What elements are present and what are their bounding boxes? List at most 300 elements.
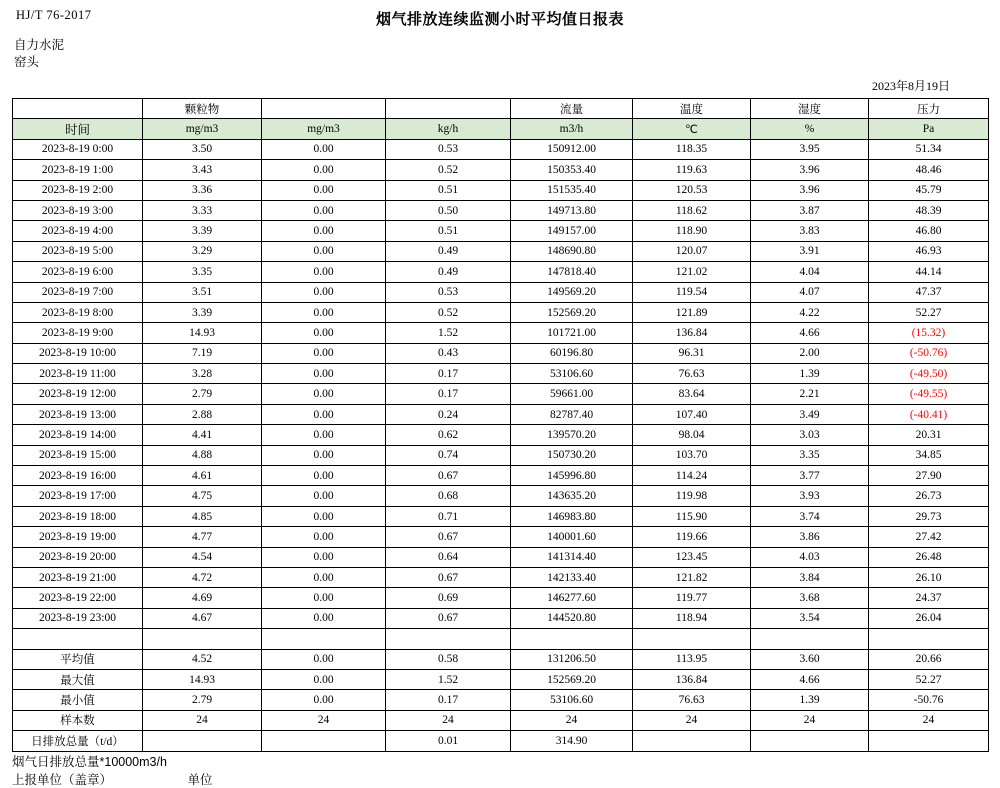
blank-cell <box>633 629 751 649</box>
org-block <box>14 37 988 71</box>
row-value-cell: 0.24 <box>386 404 511 424</box>
summary-value-cell: 0.58 <box>386 649 511 669</box>
row-value-cell: 4.03 <box>751 547 869 567</box>
standard-code: HJ/T 76-2017 <box>16 8 92 22</box>
summary-value-cell: 0.17 <box>386 690 511 710</box>
row-value-cell: 0.00 <box>262 466 386 486</box>
row-value-cell: 136.84 <box>633 323 751 343</box>
footer-block <box>12 754 988 788</box>
row-time-cell: 2023-8-19 5:00 <box>13 241 143 261</box>
row-value-cell: 0.52 <box>386 160 511 180</box>
table-summary-row <box>13 690 989 710</box>
footer-signature-row <box>12 772 988 788</box>
summary-row-label: 平均值 <box>13 649 143 669</box>
row-value-cell: 107.40 <box>633 404 751 424</box>
row-value-cell: 118.94 <box>633 608 751 628</box>
table-row <box>13 160 989 180</box>
row-value-cell: 0.74 <box>386 445 511 465</box>
summary-value-cell <box>262 731 386 751</box>
row-value-cell: 3.50 <box>143 139 262 159</box>
table-row <box>13 527 989 547</box>
row-value-cell: 60196.80 <box>511 343 633 363</box>
row-time-cell: 2023-8-19 16:00 <box>13 466 143 486</box>
row-value-cell: 0.00 <box>262 567 386 587</box>
table-row <box>13 404 989 424</box>
row-value-cell: 3.03 <box>751 425 869 445</box>
row-value-cell: 29.73 <box>869 506 989 526</box>
row-value-cell: 121.89 <box>633 302 751 322</box>
group-header-cell-2 <box>262 99 386 119</box>
row-value-cell: 151535.40 <box>511 180 633 200</box>
table-unit-header-row <box>13 119 989 139</box>
time-column-header: 时间 <box>13 119 143 139</box>
row-value-cell: 46.80 <box>869 221 989 241</box>
row-value-cell: 0.00 <box>262 160 386 180</box>
row-value-cell: 98.04 <box>633 425 751 445</box>
row-value-cell: 0.00 <box>262 527 386 547</box>
row-value-cell: 118.90 <box>633 221 751 241</box>
org-name: 自力水泥 <box>14 38 65 52</box>
row-value-cell: 27.42 <box>869 527 989 547</box>
row-value-cell: 46.93 <box>869 241 989 261</box>
row-value-cell: 0.49 <box>386 241 511 261</box>
row-value-cell: 0.51 <box>386 180 511 200</box>
row-value-cell: 0.00 <box>262 241 386 261</box>
row-time-cell: 2023-8-19 20:00 <box>13 547 143 567</box>
row-value-cell: 1.52 <box>386 323 511 343</box>
row-value-cell: (-49.50) <box>869 364 989 384</box>
row-value-cell: 121.02 <box>633 262 751 282</box>
row-value-cell: 149713.80 <box>511 200 633 220</box>
row-value-cell: 59661.00 <box>511 384 633 404</box>
row-value-cell: 0.50 <box>386 200 511 220</box>
row-value-cell: 150730.20 <box>511 445 633 465</box>
table-row <box>13 139 989 159</box>
row-time-cell: 2023-8-19 4:00 <box>13 221 143 241</box>
row-value-cell: 118.35 <box>633 139 751 159</box>
table-row <box>13 588 989 608</box>
row-value-cell: 4.07 <box>751 282 869 302</box>
row-value-cell: 3.49 <box>751 404 869 424</box>
table-row <box>13 200 989 220</box>
row-value-cell: (-50.76) <box>869 343 989 363</box>
report-unit-label: 上报单位（盖章） <box>12 772 113 787</box>
row-value-cell: 0.00 <box>262 262 386 282</box>
row-value-cell: 0.67 <box>386 567 511 587</box>
summary-value-cell: 24 <box>633 710 751 730</box>
row-value-cell: 51.34 <box>869 139 989 159</box>
row-value-cell: 115.90 <box>633 506 751 526</box>
summary-value-cell: 3.60 <box>751 649 869 669</box>
row-value-cell: 0.00 <box>262 180 386 200</box>
row-time-cell: 2023-8-19 14:00 <box>13 425 143 445</box>
row-value-cell: 0.67 <box>386 527 511 547</box>
summary-value-cell: 0.00 <box>262 669 386 689</box>
row-value-cell: 139570.20 <box>511 425 633 445</box>
row-value-cell: 0.00 <box>262 282 386 302</box>
row-value-cell: 0.43 <box>386 343 511 363</box>
row-time-cell: 2023-8-19 7:00 <box>13 282 143 302</box>
row-value-cell: 4.04 <box>751 262 869 282</box>
summary-value-cell: 24 <box>143 710 262 730</box>
row-value-cell: 4.77 <box>143 527 262 547</box>
row-value-cell: 3.96 <box>751 160 869 180</box>
row-value-cell: 4.88 <box>143 445 262 465</box>
row-time-cell: 2023-8-19 19:00 <box>13 527 143 547</box>
summary-value-cell: 1.39 <box>751 690 869 710</box>
table-row <box>13 384 989 404</box>
summary-value-cell: 4.52 <box>143 649 262 669</box>
row-value-cell: 0.17 <box>386 384 511 404</box>
group-header-cell-3 <box>386 99 511 119</box>
row-value-cell: 119.77 <box>633 588 751 608</box>
row-value-cell: 3.68 <box>751 588 869 608</box>
summary-value-cell: 0.00 <box>262 649 386 669</box>
row-time-cell: 2023-8-19 0:00 <box>13 139 143 159</box>
summary-value-cell <box>633 731 751 751</box>
table-row <box>13 608 989 628</box>
row-time-cell: 2023-8-19 2:00 <box>13 180 143 200</box>
group-header-cell-0 <box>13 99 143 119</box>
row-value-cell: 1.39 <box>751 364 869 384</box>
table-blank-row <box>13 629 989 649</box>
table-summary-row <box>13 710 989 730</box>
summary-value-cell: 0.00 <box>262 690 386 710</box>
unit-cell-6: % <box>751 119 869 139</box>
summary-value-cell: 152569.20 <box>511 669 633 689</box>
table-summary-row <box>13 731 989 751</box>
row-time-cell: 2023-8-19 1:00 <box>13 160 143 180</box>
row-value-cell: 0.51 <box>386 221 511 241</box>
row-value-cell: 53106.60 <box>511 364 633 384</box>
footer-note: 烟气日排放总量*10000m3/h <box>12 754 167 769</box>
summary-value-cell: 131206.50 <box>511 649 633 669</box>
unit-cell-2: mg/m3 <box>262 119 386 139</box>
summary-value-cell: 53106.60 <box>511 690 633 710</box>
unit-cell-3: kg/h <box>386 119 511 139</box>
row-value-cell: 0.00 <box>262 547 386 567</box>
row-time-cell: 2023-8-19 3:00 <box>13 200 143 220</box>
summary-row-label: 最大值 <box>13 669 143 689</box>
row-value-cell: 48.46 <box>869 160 989 180</box>
summary-value-cell: 52.27 <box>869 669 989 689</box>
summary-value-cell: 4.66 <box>751 669 869 689</box>
table-row <box>13 445 989 465</box>
table-row <box>13 506 989 526</box>
row-value-cell: 34.85 <box>869 445 989 465</box>
row-value-cell: 3.35 <box>143 262 262 282</box>
row-value-cell: 3.77 <box>751 466 869 486</box>
group-header-cell-1: 颗粒物 <box>143 99 262 119</box>
row-value-cell: 7.19 <box>143 343 262 363</box>
row-value-cell: 0.52 <box>386 302 511 322</box>
row-time-cell: 2023-8-19 18:00 <box>13 506 143 526</box>
row-value-cell: 4.41 <box>143 425 262 445</box>
row-value-cell: 2.88 <box>143 404 262 424</box>
row-value-cell: 26.48 <box>869 547 989 567</box>
row-value-cell: 0.00 <box>262 425 386 445</box>
row-value-cell: 152569.20 <box>511 302 633 322</box>
row-value-cell: 44.14 <box>869 262 989 282</box>
table-row <box>13 323 989 343</box>
row-value-cell: 142133.40 <box>511 567 633 587</box>
row-value-cell: 3.39 <box>143 221 262 241</box>
row-value-cell: 3.83 <box>751 221 869 241</box>
row-value-cell: 0.00 <box>262 404 386 424</box>
row-value-cell: 26.10 <box>869 567 989 587</box>
summary-value-cell <box>751 731 869 751</box>
row-value-cell: 0.00 <box>262 364 386 384</box>
row-value-cell: 144520.80 <box>511 608 633 628</box>
table-row <box>13 486 989 506</box>
row-value-cell: 76.63 <box>633 364 751 384</box>
row-value-cell: 146983.80 <box>511 506 633 526</box>
source-name: 窑头 <box>14 55 40 69</box>
row-value-cell: 2.79 <box>143 384 262 404</box>
row-value-cell: 4.54 <box>143 547 262 567</box>
report-date: 2023年8月19日 <box>871 79 950 93</box>
blank-cell <box>143 629 262 649</box>
row-value-cell: 0.68 <box>386 486 511 506</box>
unit-cell-4: m3/h <box>511 119 633 139</box>
row-value-cell: 149569.20 <box>511 282 633 302</box>
row-value-cell: 3.74 <box>751 506 869 526</box>
summary-value-cell: 113.95 <box>633 649 751 669</box>
row-value-cell: 0.00 <box>262 608 386 628</box>
summary-value-cell: 20.66 <box>869 649 989 669</box>
row-value-cell: 3.33 <box>143 200 262 220</box>
row-value-cell: 0.00 <box>262 302 386 322</box>
row-value-cell: 48.39 <box>869 200 989 220</box>
row-time-cell: 2023-8-19 10:00 <box>13 343 143 363</box>
table-row <box>13 466 989 486</box>
row-value-cell: 0.53 <box>386 282 511 302</box>
row-value-cell: 0.67 <box>386 608 511 628</box>
row-value-cell: 123.45 <box>633 547 751 567</box>
row-value-cell: 0.00 <box>262 506 386 526</box>
summary-value-cell: 136.84 <box>633 669 751 689</box>
row-value-cell: 120.53 <box>633 180 751 200</box>
row-value-cell: 4.75 <box>143 486 262 506</box>
row-value-cell: 4.61 <box>143 466 262 486</box>
unit-cell-1: mg/m3 <box>143 119 262 139</box>
row-value-cell: 114.24 <box>633 466 751 486</box>
row-value-cell: 150353.40 <box>511 160 633 180</box>
row-value-cell: 146277.60 <box>511 588 633 608</box>
row-value-cell: 3.51 <box>143 282 262 302</box>
table-row <box>13 221 989 241</box>
row-value-cell: 148690.80 <box>511 241 633 261</box>
row-value-cell: 3.54 <box>751 608 869 628</box>
table-row <box>13 343 989 363</box>
row-value-cell: 0.53 <box>386 139 511 159</box>
row-value-cell: 3.35 <box>751 445 869 465</box>
row-value-cell: 3.43 <box>143 160 262 180</box>
row-value-cell: 103.70 <box>633 445 751 465</box>
row-value-cell: 3.95 <box>751 139 869 159</box>
unit-label: 单位 <box>187 772 213 787</box>
table-row <box>13 364 989 384</box>
row-value-cell: 3.36 <box>143 180 262 200</box>
unit-cell-7: Pa <box>869 119 989 139</box>
table-row <box>13 262 989 282</box>
row-value-cell: 26.04 <box>869 608 989 628</box>
row-value-cell: 52.27 <box>869 302 989 322</box>
row-value-cell: 3.87 <box>751 200 869 220</box>
row-value-cell: (-49.55) <box>869 384 989 404</box>
summary-value-cell <box>869 731 989 751</box>
row-value-cell: (15.32) <box>869 323 989 343</box>
row-value-cell: 0.00 <box>262 139 386 159</box>
row-time-cell: 2023-8-19 23:00 <box>13 608 143 628</box>
row-value-cell: 119.98 <box>633 486 751 506</box>
row-value-cell: 4.69 <box>143 588 262 608</box>
row-value-cell: 4.66 <box>751 323 869 343</box>
row-value-cell: 147818.40 <box>511 262 633 282</box>
table-row <box>13 180 989 200</box>
summary-value-cell: 2.79 <box>143 690 262 710</box>
row-value-cell: 96.31 <box>633 343 751 363</box>
row-value-cell: 0.17 <box>386 364 511 384</box>
row-value-cell: 0.62 <box>386 425 511 445</box>
summary-value-cell <box>143 731 262 751</box>
summary-value-cell: -50.76 <box>869 690 989 710</box>
table-summary-row <box>13 669 989 689</box>
table-row <box>13 547 989 567</box>
row-time-cell: 2023-8-19 8:00 <box>13 302 143 322</box>
row-value-cell: 141314.40 <box>511 547 633 567</box>
row-value-cell: 0.00 <box>262 486 386 506</box>
row-time-cell: 2023-8-19 11:00 <box>13 364 143 384</box>
row-value-cell: 0.49 <box>386 262 511 282</box>
summary-row-label: 日排放总量（t/d） <box>13 731 143 751</box>
row-value-cell: 2.00 <box>751 343 869 363</box>
row-value-cell: 0.00 <box>262 343 386 363</box>
row-value-cell: 4.22 <box>751 302 869 322</box>
row-value-cell: 83.64 <box>633 384 751 404</box>
row-value-cell: 45.79 <box>869 180 989 200</box>
row-value-cell: 0.67 <box>386 466 511 486</box>
row-value-cell: 3.29 <box>143 241 262 261</box>
table-row <box>13 302 989 322</box>
row-value-cell: 120.07 <box>633 241 751 261</box>
row-value-cell: (-40.41) <box>869 404 989 424</box>
summary-row-label: 最小值 <box>13 690 143 710</box>
row-value-cell: 0.00 <box>262 323 386 343</box>
summary-value-cell: 24 <box>751 710 869 730</box>
row-time-cell: 2023-8-19 6:00 <box>13 262 143 282</box>
table-row <box>13 567 989 587</box>
row-value-cell: 0.00 <box>262 221 386 241</box>
row-value-cell: 3.96 <box>751 180 869 200</box>
row-value-cell: 3.28 <box>143 364 262 384</box>
row-value-cell: 121.82 <box>633 567 751 587</box>
row-value-cell: 0.00 <box>262 445 386 465</box>
row-value-cell: 149157.00 <box>511 221 633 241</box>
summary-row-label: 样本数 <box>13 710 143 730</box>
row-time-cell: 2023-8-19 15:00 <box>13 445 143 465</box>
summary-value-cell: 24 <box>511 710 633 730</box>
summary-value-cell: 1.52 <box>386 669 511 689</box>
summary-value-cell: 314.90 <box>511 731 633 751</box>
table-group-header-row <box>13 99 989 119</box>
row-value-cell: 101721.00 <box>511 323 633 343</box>
row-value-cell: 82787.40 <box>511 404 633 424</box>
row-value-cell: 0.00 <box>262 588 386 608</box>
table-row <box>13 241 989 261</box>
emission-data-table <box>12 98 989 752</box>
row-value-cell: 0.71 <box>386 506 511 526</box>
row-value-cell: 143635.20 <box>511 486 633 506</box>
row-time-cell: 2023-8-19 17:00 <box>13 486 143 506</box>
row-time-cell: 2023-8-19 12:00 <box>13 384 143 404</box>
row-value-cell: 0.00 <box>262 384 386 404</box>
row-value-cell: 4.72 <box>143 567 262 587</box>
page-title: 烟气排放连续监测小时平均值日报表 <box>375 11 624 28</box>
row-value-cell: 119.54 <box>633 282 751 302</box>
table-row <box>13 425 989 445</box>
group-header-cell-4: 流量 <box>511 99 633 119</box>
row-value-cell: 0.64 <box>386 547 511 567</box>
summary-value-cell: 24 <box>262 710 386 730</box>
summary-value-cell: 14.93 <box>143 669 262 689</box>
row-value-cell: 3.86 <box>751 527 869 547</box>
table-summary-row <box>13 649 989 669</box>
unit-cell-5: ℃ <box>633 119 751 139</box>
row-time-cell: 2023-8-19 22:00 <box>13 588 143 608</box>
row-value-cell: 3.93 <box>751 486 869 506</box>
blank-cell <box>386 629 511 649</box>
blank-cell <box>13 629 143 649</box>
row-value-cell: 3.91 <box>751 241 869 261</box>
row-value-cell: 4.67 <box>143 608 262 628</box>
blank-cell <box>869 629 989 649</box>
row-value-cell: 47.37 <box>869 282 989 302</box>
group-header-cell-6: 湿度 <box>751 99 869 119</box>
row-value-cell: 3.84 <box>751 567 869 587</box>
row-time-cell: 2023-8-19 21:00 <box>13 567 143 587</box>
row-value-cell: 118.62 <box>633 200 751 220</box>
row-value-cell: 0.69 <box>386 588 511 608</box>
blank-cell <box>262 629 386 649</box>
row-value-cell: 4.85 <box>143 506 262 526</box>
summary-value-cell: 76.63 <box>633 690 751 710</box>
row-value-cell: 0.00 <box>262 200 386 220</box>
summary-value-cell: 24 <box>386 710 511 730</box>
group-header-cell-7: 压力 <box>869 99 989 119</box>
row-value-cell: 119.66 <box>633 527 751 547</box>
group-header-cell-5: 温度 <box>633 99 751 119</box>
row-value-cell: 145996.80 <box>511 466 633 486</box>
row-value-cell: 3.39 <box>143 302 262 322</box>
row-value-cell: 150912.00 <box>511 139 633 159</box>
row-value-cell: 26.73 <box>869 486 989 506</box>
row-value-cell: 27.90 <box>869 466 989 486</box>
blank-cell <box>511 629 633 649</box>
summary-value-cell: 0.01 <box>386 731 511 751</box>
row-time-cell: 2023-8-19 9:00 <box>13 323 143 343</box>
blank-cell <box>751 629 869 649</box>
row-value-cell: 2.21 <box>751 384 869 404</box>
row-value-cell: 24.37 <box>869 588 989 608</box>
table-row <box>13 282 989 302</box>
row-value-cell: 14.93 <box>143 323 262 343</box>
row-value-cell: 119.63 <box>633 160 751 180</box>
row-value-cell: 140001.60 <box>511 527 633 547</box>
row-value-cell: 20.31 <box>869 425 989 445</box>
summary-value-cell: 24 <box>869 710 989 730</box>
row-time-cell: 2023-8-19 13:00 <box>13 404 143 424</box>
